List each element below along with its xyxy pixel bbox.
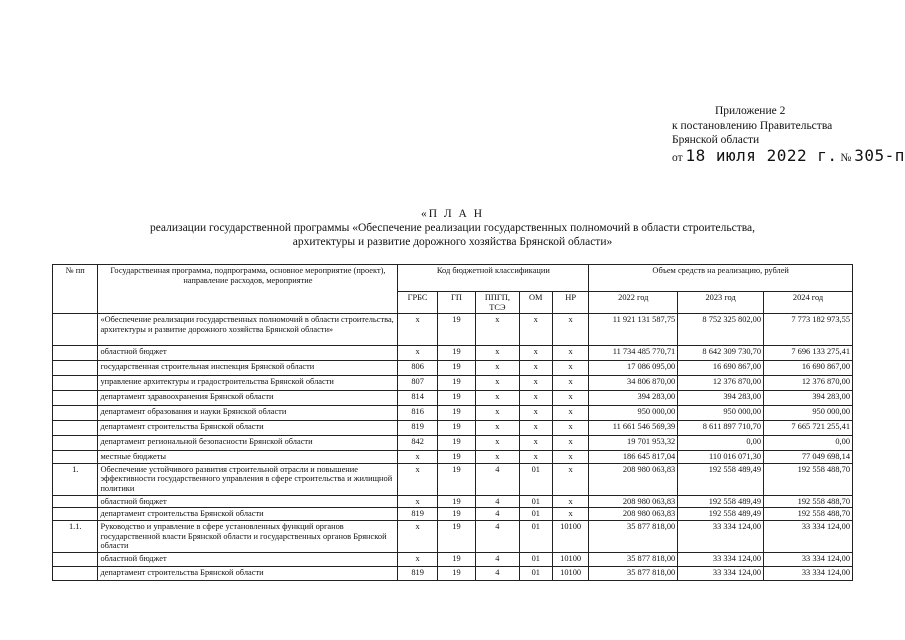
header-volume: Объем средств на реализацию, рублей xyxy=(589,265,853,292)
row-om: х xyxy=(519,314,552,346)
row-name: областной бюджет xyxy=(98,495,398,508)
header-2022: 2022 год xyxy=(589,292,678,314)
document-title xyxy=(0,207,905,249)
table-row xyxy=(53,451,853,464)
row-grbs: 806 xyxy=(398,361,437,376)
row-2024: 77 049 698,14 xyxy=(764,451,853,464)
row-num xyxy=(53,346,98,361)
row-om: 01 xyxy=(519,508,552,521)
header-gp: ГП xyxy=(437,292,475,314)
row-2022: 34 806 870,00 xyxy=(589,376,678,391)
row-grbs: 814 xyxy=(398,391,437,406)
row-om: 01 xyxy=(519,552,552,566)
row-ppgp: 4 xyxy=(476,508,519,521)
row-np: х xyxy=(552,346,588,361)
row-om: х xyxy=(519,346,552,361)
row-2022: 11 734 485 770,71 xyxy=(589,346,678,361)
row-2022: 11 921 131 587,75 xyxy=(589,314,678,346)
appendix-region: Брянской области xyxy=(672,134,760,146)
row-om: х xyxy=(519,376,552,391)
row-2023: 8 611 897 710,70 xyxy=(678,421,764,436)
row-om: х xyxy=(519,421,552,436)
row-name: департамент строительства Брянской области xyxy=(98,508,398,521)
row-ppgp: х xyxy=(476,451,519,464)
row-name: департамент региональной безопасности Брянской области xyxy=(98,436,398,451)
row-ppgp: х xyxy=(476,421,519,436)
row-ppgp: х xyxy=(476,436,519,451)
row-2024: 16 690 867,00 xyxy=(764,361,853,376)
row-2023: 192 558 489,49 xyxy=(678,495,764,508)
row-gp: 19 xyxy=(437,391,475,406)
row-num xyxy=(53,552,98,566)
row-gp: 19 xyxy=(437,566,475,580)
row-grbs: х xyxy=(398,314,437,346)
row-name: департамент строительства Брянской области xyxy=(98,566,398,580)
row-2024: 192 558 488,70 xyxy=(764,495,853,508)
row-2022: 19 701 953,32 xyxy=(589,436,678,451)
row-2022: 208 980 063,83 xyxy=(589,508,678,521)
row-grbs: х xyxy=(398,451,437,464)
appendix-date-line xyxy=(672,145,905,166)
row-np: х xyxy=(552,361,588,376)
table-row xyxy=(53,346,853,361)
row-gp: 19 xyxy=(437,495,475,508)
row-np: х xyxy=(552,508,588,521)
row-ppgp: х xyxy=(476,314,519,346)
row-2023: 110 016 071,30 xyxy=(678,451,764,464)
row-np: х xyxy=(552,436,588,451)
plan-heading: «П Л А Н xyxy=(420,208,485,220)
header-code: Код бюджетной классификации xyxy=(398,265,589,292)
row-name: местные бюджеты xyxy=(98,451,398,464)
row-2024: 394 283,00 xyxy=(764,391,853,406)
row-num xyxy=(53,508,98,521)
row-num xyxy=(53,406,98,421)
row-grbs: 819 xyxy=(398,421,437,436)
row-grbs: 807 xyxy=(398,376,437,391)
table-row xyxy=(53,421,853,436)
row-np: х xyxy=(552,451,588,464)
row-ppgp: х xyxy=(476,406,519,421)
row-grbs: 819 xyxy=(398,508,437,521)
number-value: 305-п xyxy=(854,145,905,165)
row-ppgp: х xyxy=(476,346,519,361)
row-num xyxy=(53,314,98,346)
row-2024: 192 558 488,70 xyxy=(764,508,853,521)
row-gp: 19 xyxy=(437,406,475,421)
row-np: 10100 xyxy=(552,552,588,566)
row-om: х xyxy=(519,406,552,421)
title-line-2: архитектуры и развитие дорожного хозяйства Брянской области» xyxy=(292,236,613,248)
row-name: государственная строительная инспекция Брянской области xyxy=(98,361,398,376)
row-grbs: 816 xyxy=(398,406,437,421)
row-2023: 33 334 124,00 xyxy=(678,520,764,552)
row-np: х xyxy=(552,463,588,495)
row-2024: 7 665 721 255,41 xyxy=(764,421,853,436)
row-2024: 0,00 xyxy=(764,436,853,451)
row-np: х xyxy=(552,421,588,436)
appendix-block xyxy=(672,104,905,165)
title-line-1: реализации государственной программы «Обеспечение реализации государственных полномочий в области строительства, xyxy=(149,222,756,234)
row-2023: 394 283,00 xyxy=(678,391,764,406)
row-np: х xyxy=(552,495,588,508)
row-2022: 208 980 063,83 xyxy=(589,463,678,495)
date-prefix: от xyxy=(672,151,683,164)
row-gp: 19 xyxy=(437,376,475,391)
row-ppgp: 4 xyxy=(476,463,519,495)
row-2022: 35 877 818,00 xyxy=(589,566,678,580)
row-2022: 950 000,00 xyxy=(589,406,678,421)
row-np: х xyxy=(552,376,588,391)
table-row xyxy=(53,552,853,566)
header-num: № пп xyxy=(53,265,98,314)
table-row xyxy=(53,520,853,552)
row-om: х xyxy=(519,361,552,376)
header-np: НР xyxy=(552,292,588,314)
header-2023: 2023 год xyxy=(678,292,764,314)
row-gp: 19 xyxy=(437,436,475,451)
table-row xyxy=(53,508,853,521)
row-np: х xyxy=(552,406,588,421)
row-np: х xyxy=(552,391,588,406)
header-2024: 2024 год xyxy=(764,292,853,314)
row-2023: 8 752 325 802,00 xyxy=(678,314,764,346)
row-om: х xyxy=(519,436,552,451)
row-num: 1.1. xyxy=(53,520,98,552)
row-np: х xyxy=(552,314,588,346)
table-row xyxy=(53,436,853,451)
table-row xyxy=(53,495,853,508)
row-2023: 12 376 870,00 xyxy=(678,376,764,391)
header-name: Государственная программа, подпрограмма, основное мероприятие (проект), направление расходов, мероприятие xyxy=(98,265,398,314)
row-ppgp: 4 xyxy=(476,552,519,566)
row-2022: 394 283,00 xyxy=(589,391,678,406)
row-2022: 17 086 095,00 xyxy=(589,361,678,376)
row-2023: 33 334 124,00 xyxy=(678,566,764,580)
row-num xyxy=(53,566,98,580)
row-om: 01 xyxy=(519,463,552,495)
row-name: областной бюджет xyxy=(98,346,398,361)
row-gp: 19 xyxy=(437,346,475,361)
row-grbs: х xyxy=(398,463,437,495)
row-gp: 19 xyxy=(437,421,475,436)
row-gp: 19 xyxy=(437,508,475,521)
row-num xyxy=(53,421,98,436)
table-row xyxy=(53,463,853,495)
row-2022: 11 661 546 569,39 xyxy=(589,421,678,436)
row-grbs: 842 xyxy=(398,436,437,451)
row-2024: 7 773 182 973,55 xyxy=(764,314,853,346)
row-ppgp: 4 xyxy=(476,566,519,580)
row-2022: 35 877 818,00 xyxy=(589,520,678,552)
row-ppgp: х xyxy=(476,361,519,376)
appendix-decree: к постановлению Правительства xyxy=(672,119,833,132)
row-num xyxy=(53,376,98,391)
row-np: 10100 xyxy=(552,520,588,552)
row-num xyxy=(53,451,98,464)
row-ppgp: 4 xyxy=(476,495,519,508)
row-gp: 19 xyxy=(437,552,475,566)
row-num xyxy=(53,495,98,508)
row-grbs: 819 xyxy=(398,566,437,580)
row-name: департамент строительства Брянской области xyxy=(98,421,398,436)
row-gp: 19 xyxy=(437,361,475,376)
row-om: х xyxy=(519,391,552,406)
appendix-title: Приложение 2 xyxy=(715,105,786,117)
row-om: 01 xyxy=(519,566,552,580)
row-2023: 192 558 489,49 xyxy=(678,508,764,521)
table-row xyxy=(53,566,853,580)
row-2023: 16 690 867,00 xyxy=(678,361,764,376)
table-row xyxy=(53,376,853,391)
row-name: департамент здравоохранения Брянской области xyxy=(98,391,398,406)
row-ppgp: х xyxy=(476,376,519,391)
row-gp: 19 xyxy=(437,314,475,346)
row-num xyxy=(53,391,98,406)
row-2022: 35 877 818,00 xyxy=(589,552,678,566)
row-gp: 19 xyxy=(437,463,475,495)
row-2024: 950 000,00 xyxy=(764,406,853,421)
row-om: 01 xyxy=(519,495,552,508)
row-ppgp: х xyxy=(476,391,519,406)
row-om: х xyxy=(519,451,552,464)
header-grbs: ГРБС xyxy=(398,292,437,314)
row-num xyxy=(53,436,98,451)
row-grbs: х xyxy=(398,552,437,566)
table-row xyxy=(53,406,853,421)
date-value: 18 июля 2022 г. xyxy=(685,145,838,165)
plan-table xyxy=(52,264,853,581)
number-sign: № xyxy=(840,151,852,164)
row-name: управление архитектуры и градостроительства Брянской области xyxy=(98,376,398,391)
row-name: «Обеспечение реализации государственных полномочий в области строительства, архитектуры и развитие дорожного хозяйства Брянской области» xyxy=(98,314,398,346)
row-2024: 192 558 488,70 xyxy=(764,463,853,495)
row-2022: 208 980 063,83 xyxy=(589,495,678,508)
row-grbs: х xyxy=(398,495,437,508)
row-num xyxy=(53,361,98,376)
row-2023: 192 558 489,49 xyxy=(678,463,764,495)
row-gp: 19 xyxy=(437,520,475,552)
table-row xyxy=(53,361,853,376)
row-grbs: х xyxy=(398,346,437,361)
row-2023: 8 642 309 730,70 xyxy=(678,346,764,361)
row-num: 1. xyxy=(53,463,98,495)
table-row xyxy=(53,314,853,346)
table-row xyxy=(53,391,853,406)
row-2024: 33 334 124,00 xyxy=(764,566,853,580)
header-ppgp: ППГП, ТСЭ xyxy=(476,292,519,314)
row-grbs: х xyxy=(398,520,437,552)
row-np: 10100 xyxy=(552,566,588,580)
row-2024: 7 696 133 275,41 xyxy=(764,346,853,361)
row-name: Обеспечение устойчивого развития строительной отрасли и повышение эффективности государственного управления в сфере строительства и жилищной политики xyxy=(98,463,398,495)
row-2024: 33 334 124,00 xyxy=(764,520,853,552)
row-om: 01 xyxy=(519,520,552,552)
row-2023: 33 334 124,00 xyxy=(678,552,764,566)
row-gp: 19 xyxy=(437,451,475,464)
row-name: департамент образования и науки Брянской области xyxy=(98,406,398,421)
row-2024: 12 376 870,00 xyxy=(764,376,853,391)
row-2024: 33 334 124,00 xyxy=(764,552,853,566)
row-ppgp: 4 xyxy=(476,520,519,552)
header-om: ОМ xyxy=(519,292,552,314)
row-2023: 0,00 xyxy=(678,436,764,451)
row-2023: 950 000,00 xyxy=(678,406,764,421)
row-name: областной бюджет xyxy=(98,552,398,566)
row-2022: 186 645 817,04 xyxy=(589,451,678,464)
row-name: Руководство и управление в сфере установленных функций органов государственной власти Брянской области и государственных органов Брянской области xyxy=(98,520,398,552)
